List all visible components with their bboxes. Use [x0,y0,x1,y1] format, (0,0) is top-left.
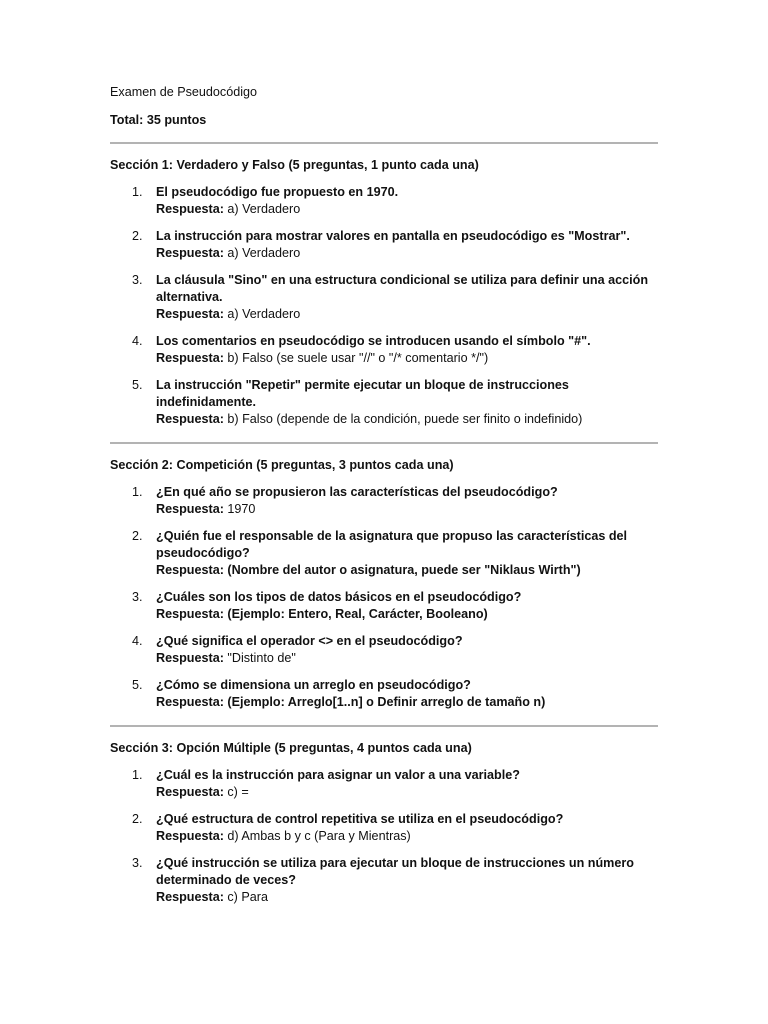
question-item [110,528,658,579]
answer-text: d) Ambas b y c (Para y Mientras) [223,829,411,843]
answer-label: Respuesta: [156,351,224,365]
document-content [110,84,658,906]
answer-line [156,501,658,518]
question-text: Los comentarios en pseudocódigo se introducen usando el símbolo "#". [156,334,591,348]
answer-label: Respuesta: [156,412,224,426]
answer-text: c) = [223,785,249,799]
question-item [110,333,658,367]
question-text: La cláusula "Sino" en una estructura condicional se utiliza para definir una acción alternativa. [156,273,649,304]
answer-line [156,694,658,711]
question-number: 2. [132,529,143,543]
question-number: 3. [132,590,143,604]
question-number: 3. [132,273,143,287]
question-list [110,484,658,711]
question-number: 3. [132,856,143,870]
question-text: ¿Cuál es la instrucción para asignar un valor a una variable? [156,768,520,782]
answer-text: a) Verdadero [223,202,301,216]
question-item [110,228,658,262]
question-text: ¿Cómo se dimensiona un arreglo en pseudocódigo? [156,678,471,692]
question-text: ¿En qué año se propusieron las características del pseudocódigo? [156,485,558,499]
answer-line [156,889,658,906]
answer-line [156,828,658,845]
answer-line [156,606,658,623]
answer-label: Respuesta: [156,246,224,260]
question-item [110,272,658,323]
answer-label: Respuesta: [156,307,224,321]
question-item [110,767,658,801]
question-item [110,811,658,845]
document-title: Examen de Pseudocódigo [110,85,258,99]
answer-label: Respuesta: (Ejemplo: Arreglo[1..n] o Definir arreglo de tamaño n) [156,695,546,709]
answer-line [156,784,658,801]
answer-line [156,650,658,667]
answer-label: Respuesta: [156,651,224,665]
answer-line [156,245,658,262]
section-3 [110,740,658,906]
document-total: Total: 35 puntos [110,113,207,127]
answer-label: Respuesta: [156,502,224,516]
question-text: ¿Quién fue el responsable de la asignatura que propuso las características del pseudocódigo? [156,529,628,560]
answer-label: Respuesta: (Ejemplo: Entero, Real, Carácter, Booleano) [156,607,488,621]
question-text: ¿Cuáles son los tipos de datos básicos en el pseudocódigo? [156,590,522,604]
answer-line [156,562,658,579]
question-number: 2. [132,229,143,243]
answer-label: Respuesta: [156,890,224,904]
answer-label: Respuesta: [156,202,224,216]
section-2 [110,457,658,711]
section-divider [110,442,658,444]
question-list [110,767,658,906]
question-item [110,633,658,667]
answer-line [156,350,658,367]
question-item [110,377,658,428]
section-title: Sección 3: Opción Múltiple (5 preguntas, 4 puntos cada una) [110,741,472,755]
question-text: ¿Qué significa el operador <> en el pseudocódigo? [156,634,463,648]
answer-text: a) Verdadero [223,307,301,321]
question-list [110,184,658,428]
question-number: 2. [132,812,143,826]
question-item [110,677,658,711]
question-number: 1. [132,485,143,499]
section-title: Sección 2: Competición (5 preguntas, 3 puntos cada una) [110,458,454,472]
question-number: 5. [132,378,143,392]
question-text: ¿Qué estructura de control repetitiva se utiliza en el pseudocódigo? [156,812,564,826]
answer-label: Respuesta: (Nombre del autor o asignatura, puede ser "Niklaus Wirth") [156,563,581,577]
section-1 [110,157,658,428]
answer-text: a) Verdadero [223,246,301,260]
question-text: ¿Qué instrucción se utiliza para ejecutar un bloque de instrucciones un número determinado de veces? [156,856,634,887]
section-divider [110,725,658,727]
question-number: 1. [132,768,143,782]
question-item [110,589,658,623]
section-title: Sección 1: Verdadero y Falso (5 preguntas, 1 punto cada una) [110,158,479,172]
question-text: El pseudocódigo fue propuesto en 1970. [156,185,399,199]
answer-text: b) Falso (depende de la condición, puede ser finito o indefinido) [223,412,583,426]
section-divider [110,142,658,144]
answer-text: 1970 [223,502,256,516]
question-number: 1. [132,185,143,199]
answer-text: c) Para [223,890,268,904]
question-number: 5. [132,678,143,692]
question-number: 4. [132,334,143,348]
answer-label: Respuesta: [156,829,224,843]
question-item [110,855,658,906]
answer-line [156,411,658,428]
question-item [110,484,658,518]
answer-line [156,306,658,323]
question-text: La instrucción para mostrar valores en pantalla en pseudocódigo es "Mostrar". [156,229,630,243]
answer-label: Respuesta: [156,785,224,799]
question-item [110,184,658,218]
answer-text: "Distinto de" [223,651,296,665]
question-text: La instrucción "Repetir" permite ejecutar un bloque de instrucciones indefinidamente. [156,378,569,409]
answer-text: b) Falso (se suele usar "//" o "/* comentario */") [223,351,489,365]
answer-line [156,201,658,218]
question-number: 4. [132,634,143,648]
